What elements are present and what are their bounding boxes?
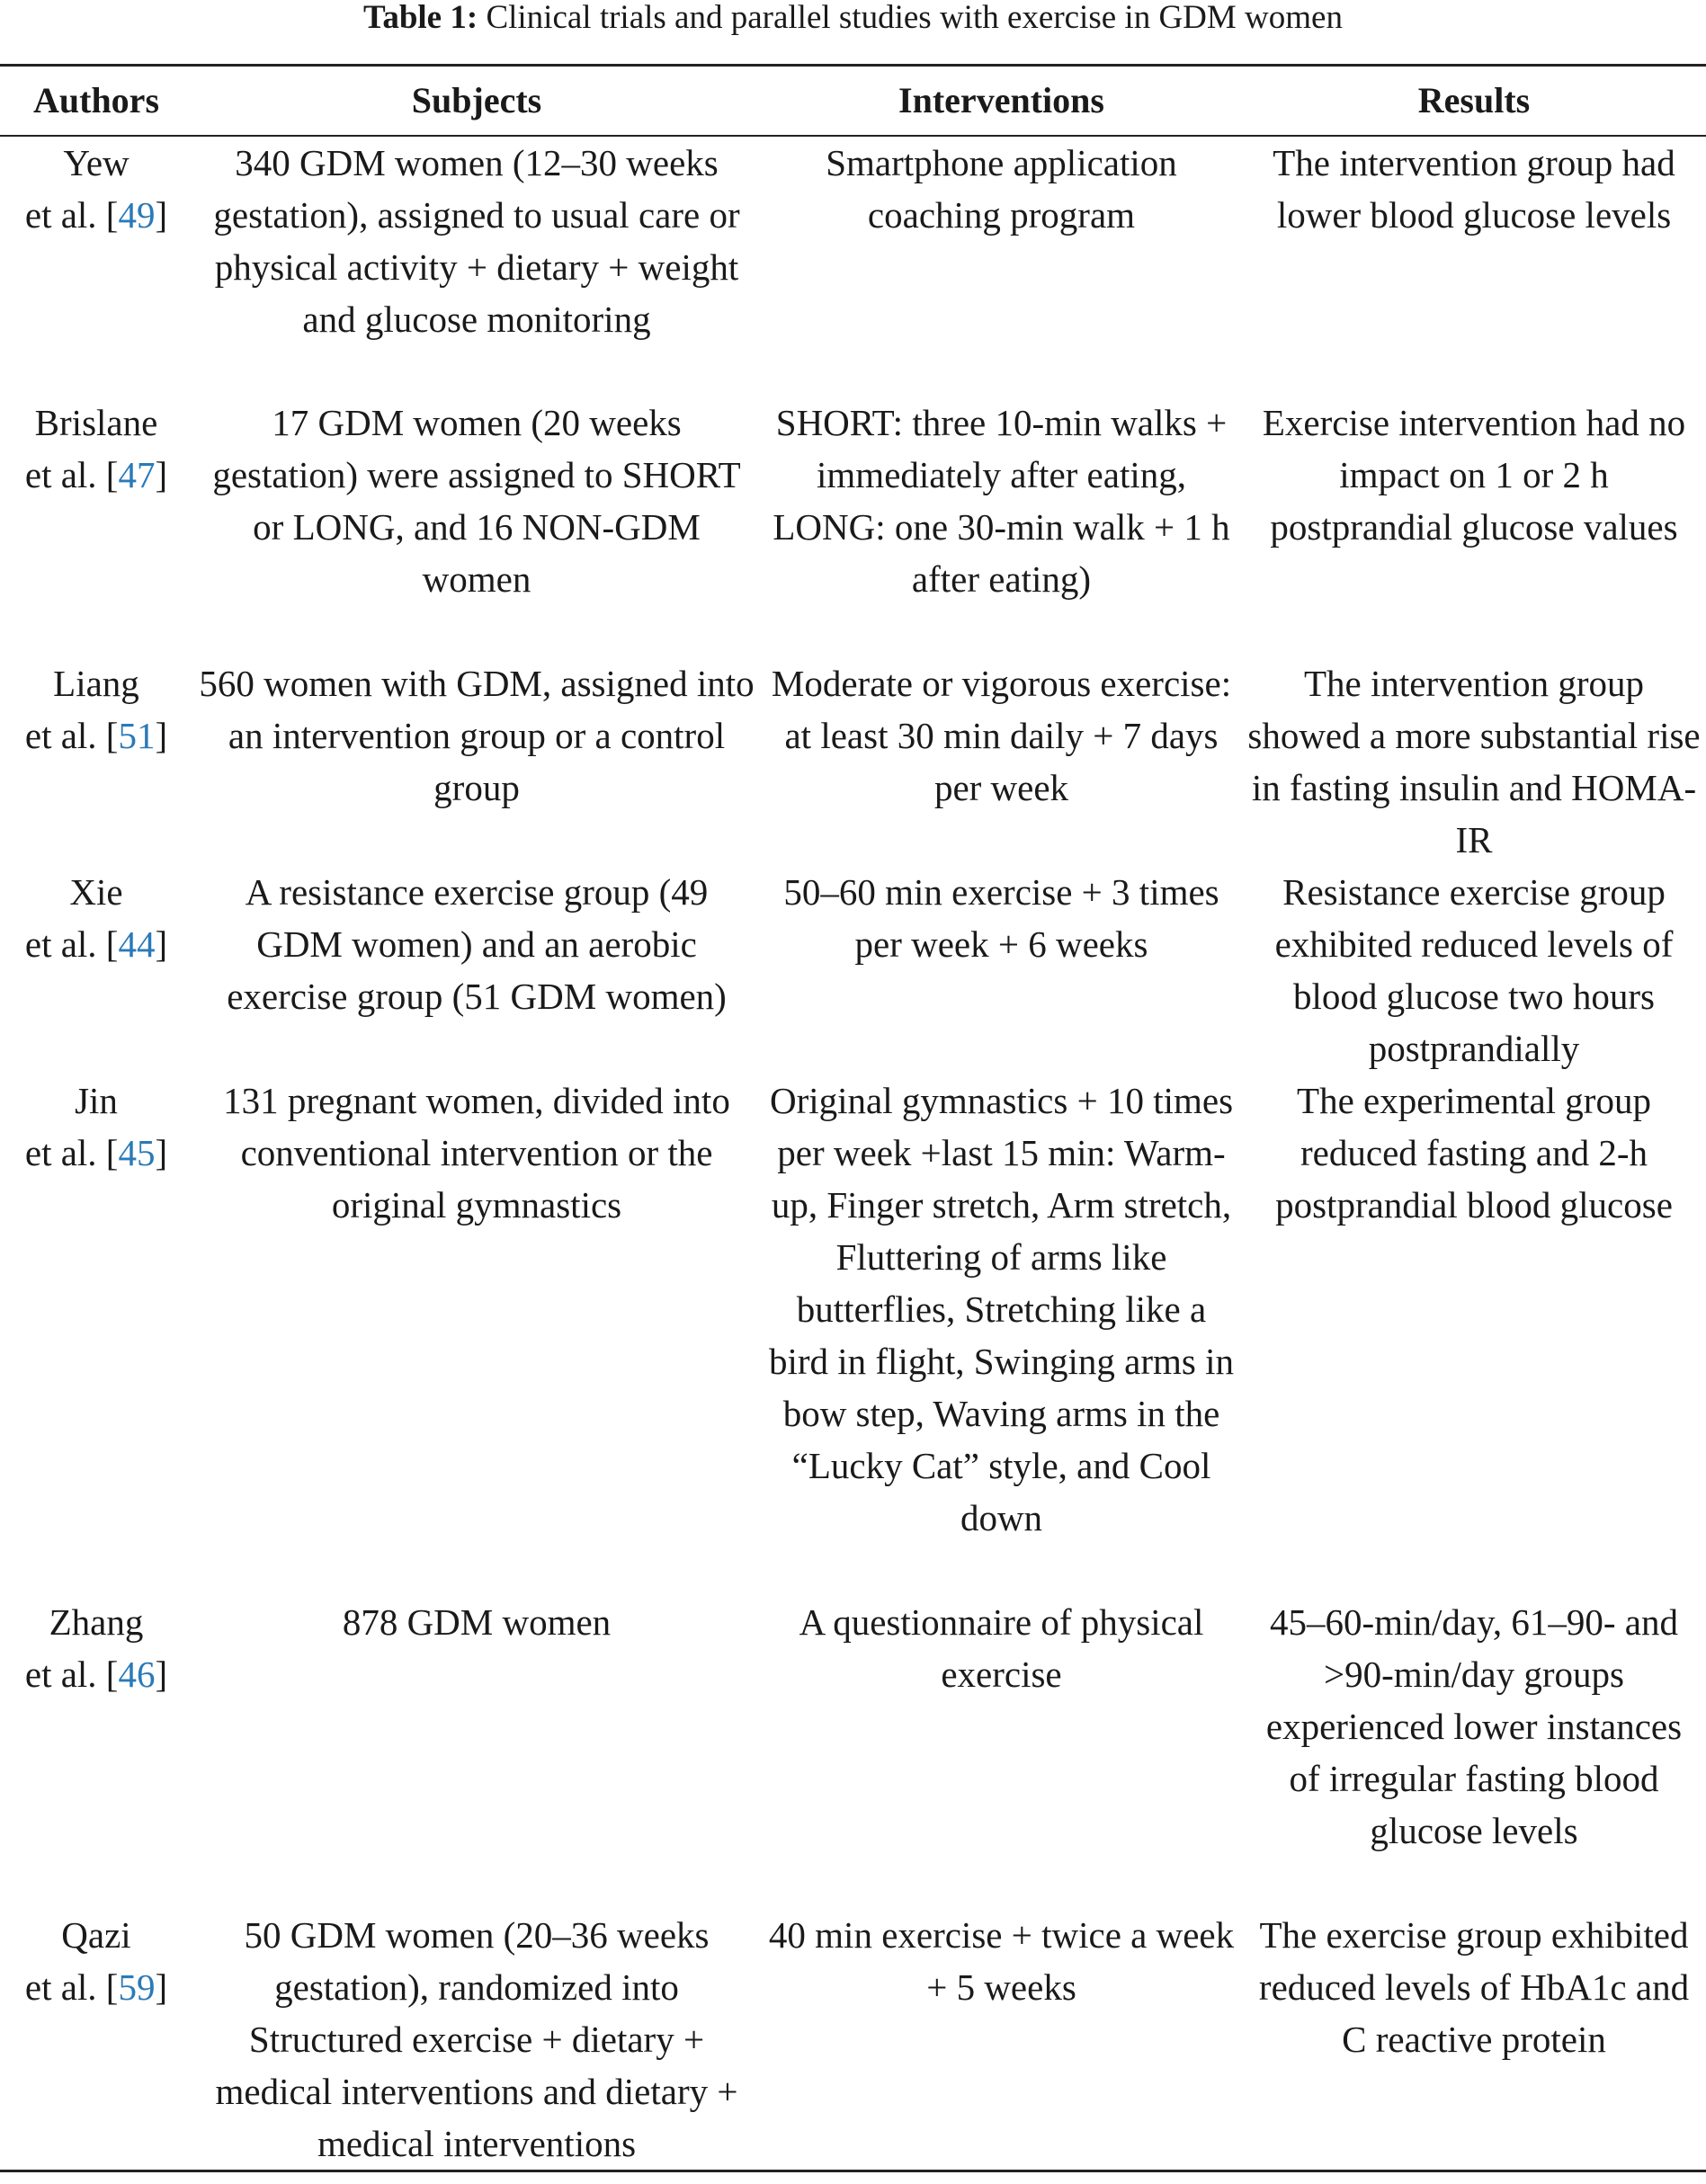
interventions-cell: 50–60 min exercise + 3 times per week + 6 weeks [783, 871, 1219, 965]
table-row [0, 397, 1706, 657]
interventions-cell: SHORT: three 10-min walks + immediately after eating, LONG: one 30-min walk + 1 h after eating) [773, 402, 1230, 600]
subjects-cell: A resistance exercise group (49 GDM women) and an aerobic exercise group (51 GDM women) [227, 871, 727, 1017]
interventions-cell: A questionnaire of physical exercise [799, 1601, 1204, 1695]
reference-link[interactable]: 45 [118, 1132, 156, 1173]
author-cell [0, 657, 192, 866]
interventions-cell: Smartphone application coaching program [826, 142, 1177, 236]
table-row [0, 1596, 1706, 1909]
author-cell [0, 866, 192, 1074]
table-row [0, 1074, 1706, 1596]
author-cell [0, 1074, 192, 1596]
table-body [0, 136, 1706, 2171]
table-row [0, 866, 1706, 1074]
reference-link[interactable]: 49 [118, 194, 156, 236]
author-name: Brislane [34, 402, 158, 443]
citation-suffix: ] [155, 923, 168, 965]
interventions-cell: 40 min exercise + twice a week + 5 weeks [761, 1909, 1242, 2171]
studies-table [0, 64, 1706, 2172]
caption-label: Table 1: [363, 0, 478, 36]
citation-suffix: ] [155, 715, 168, 756]
header-row [0, 66, 1706, 137]
citation-prefix: et al. [ [24, 1966, 119, 2008]
header-interventions: Interventions [761, 66, 1242, 137]
author-name: Xie [69, 871, 123, 913]
subjects-cell: 560 women with GDM, assigned into an intervention group or a control group [199, 663, 755, 808]
subjects-cell: 17 GDM women (20 weeks gestation) were assigned to SHORT or LONG, and 16 NON-GDM women [212, 402, 741, 600]
header-subjects: Subjects [192, 66, 761, 137]
table-row [0, 657, 1706, 866]
results-cell: The experimental group reduced fasting and 2-h postprandial blood glucose [1275, 1080, 1673, 1226]
results-cell: Exercise intervention had no impact on 1 or 2 h postprandial glucose values [1262, 402, 1686, 548]
subjects-cell: 340 GDM women (12–30 weeks gestation), assigned to usual care or physical activity + dietary + weight and glucose monitoring [213, 142, 740, 340]
author-citation [5, 918, 187, 970]
subjects-cell: 131 pregnant women, divided into conventional intervention or the original gymnastics [223, 1080, 730, 1226]
citation-suffix: ] [155, 1654, 168, 1695]
table-container [0, 64, 1706, 2172]
reference-link[interactable]: 59 [118, 1966, 156, 2008]
citation-prefix: et al. [ [24, 454, 119, 495]
author-name: Yew [63, 142, 130, 183]
author-citation [5, 1127, 187, 1179]
table-caption [0, 0, 1706, 40]
table-row [0, 1909, 1706, 2171]
citation-suffix: ] [155, 194, 168, 236]
author-cell [0, 397, 192, 657]
results-cell: The exercise group exhibited reduced levels of HbA1c and C reactive protein [1242, 1909, 1706, 2171]
citation-prefix: et al. [ [24, 1654, 119, 1695]
citation-suffix: ] [155, 1966, 168, 2008]
author-citation [5, 709, 187, 762]
reference-link[interactable]: 51 [118, 715, 156, 756]
caption-text: Clinical trials and parallel studies with exercise in GDM women [478, 0, 1343, 36]
author-cell [0, 1909, 192, 2171]
author-citation [5, 189, 187, 241]
citation-suffix: ] [155, 1132, 168, 1173]
interventions-cell: Original gymnastics + 10 times per week +last 15 min: Warm-up, Finger stretch, Arm stretch, Fluttering of arms like butterflies, Stretching like a bird in flight, Swinging arms in bow step, Waving arms in the “Lucky Cat” style, and Cool down [768, 1080, 1235, 1538]
table-row [0, 136, 1706, 397]
author-name: Liang [53, 663, 139, 704]
header-authors: Authors [0, 66, 192, 137]
author-cell [0, 136, 192, 397]
results-cell: The intervention group had lower blood glucose levels [1273, 142, 1675, 236]
citation-prefix: et al. [ [24, 715, 119, 756]
author-name: Qazi [61, 1914, 131, 1956]
reference-link[interactable]: 47 [118, 454, 156, 495]
author-cell [0, 1596, 192, 1909]
citation-prefix: et al. [ [24, 194, 119, 236]
header-results: Results [1242, 66, 1706, 137]
citation-suffix: ] [155, 454, 168, 495]
results-cell: Resistance exercise group exhibited reduced levels of blood glucose two hours postprandially [1274, 871, 1674, 1069]
author-citation [5, 1648, 187, 1700]
interventions-cell: Moderate or vigorous exercise: at least 30 min daily + 7 days per week [771, 663, 1232, 808]
reference-link[interactable]: 44 [118, 923, 156, 965]
subjects-cell: 878 GDM women [342, 1601, 612, 1643]
author-citation [5, 1961, 187, 2013]
subjects-cell: 50 GDM women (20–36 weeks gestation), randomized into Structured exercise + dietary + medical interventions and dietary + medical interventions [192, 1909, 761, 2171]
reference-link[interactable]: 46 [118, 1654, 156, 1695]
author-name: Zhang [49, 1601, 144, 1643]
results-cell: The intervention group showed a more substantial rise in fasting insulin and HOMA-IR [1247, 663, 1701, 860]
citation-prefix: et al. [ [24, 923, 119, 965]
author-name: Jin [75, 1080, 118, 1121]
citation-prefix: et al. [ [24, 1132, 119, 1173]
results-cell: 45–60-min/day, 61–90- and >90-min/day groups experienced lower instances of irregular fasting blood glucose levels [1265, 1601, 1683, 1851]
author-citation [5, 449, 187, 501]
